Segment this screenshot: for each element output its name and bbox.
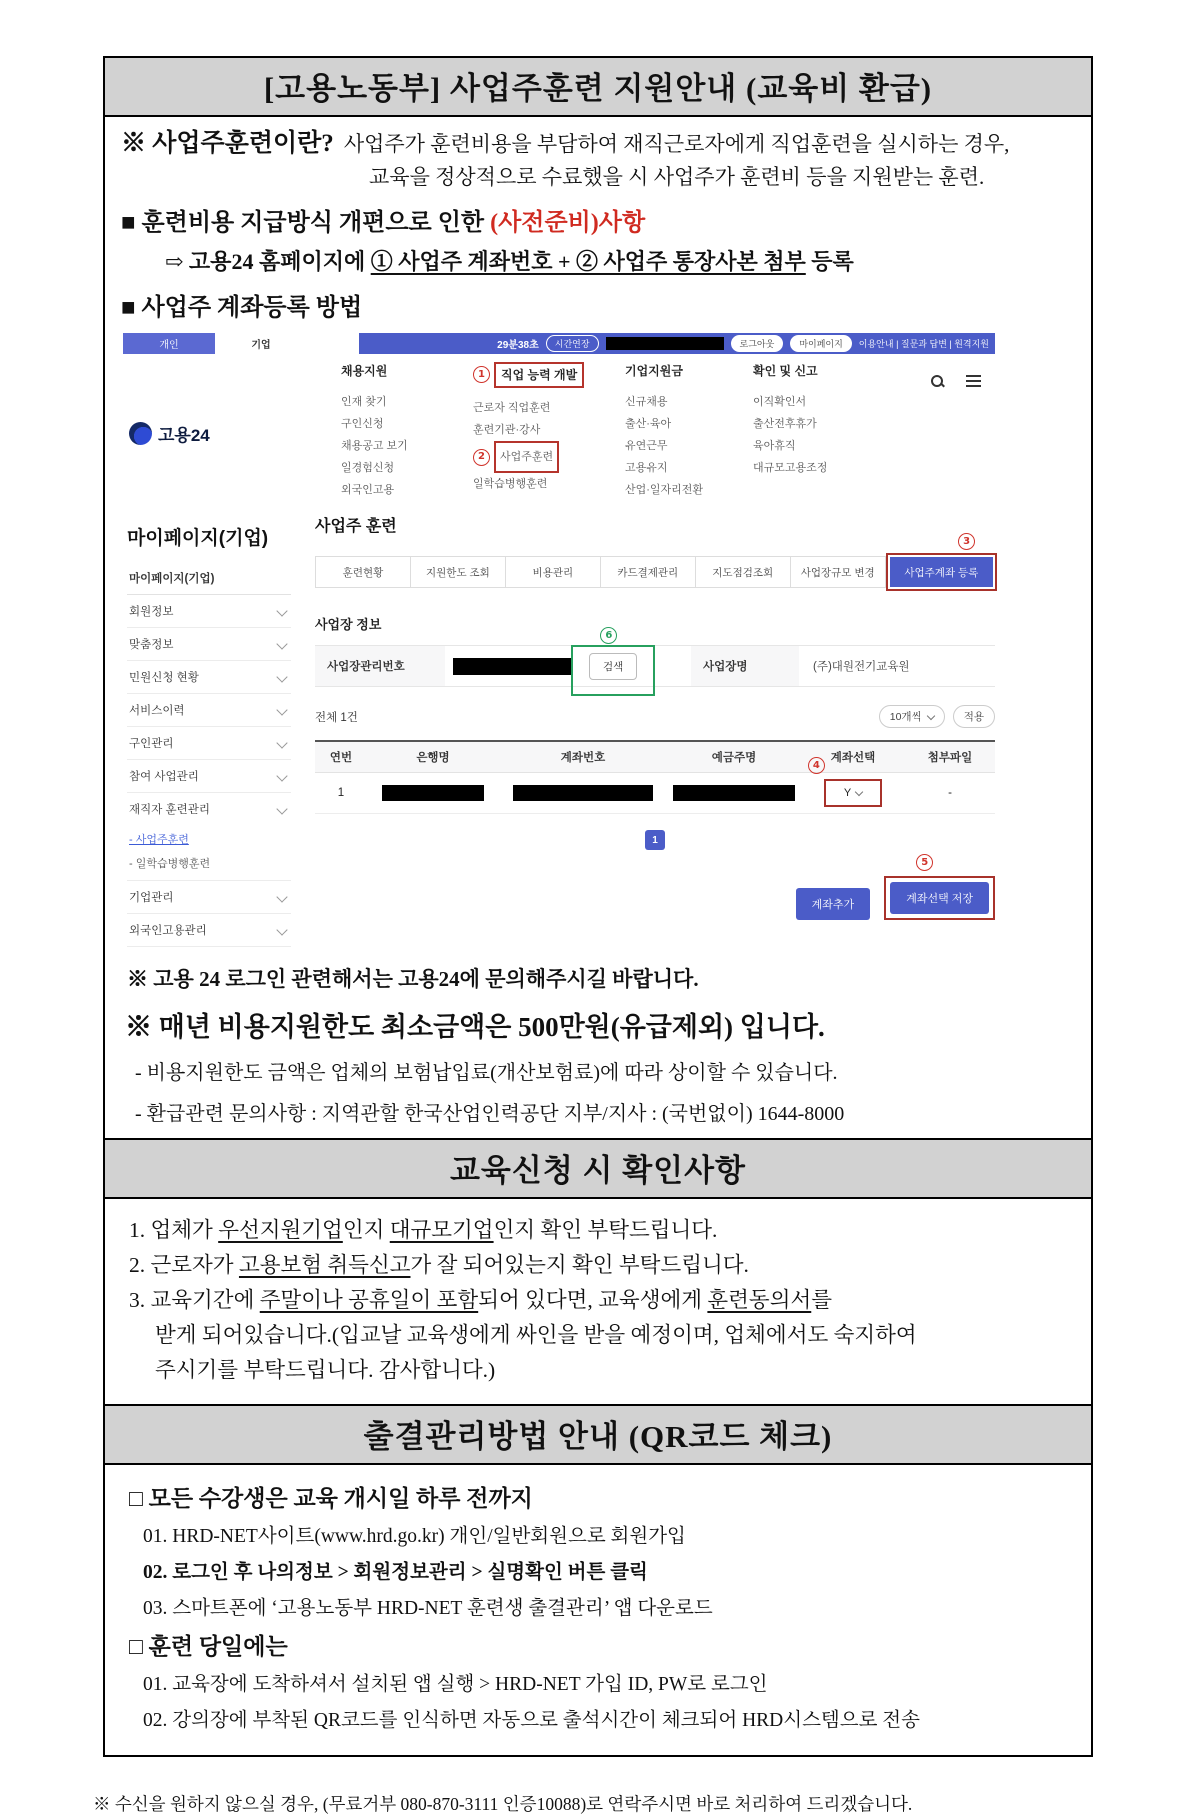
t: 인지 확인 부탁드립니다. bbox=[493, 1218, 718, 1242]
sidebar-item-label: 서비스이력 bbox=[129, 705, 185, 717]
account-table bbox=[315, 740, 995, 814]
check-section-title: 교육신청 시 확인사항 bbox=[449, 1153, 746, 1188]
header-icons bbox=[931, 372, 981, 390]
tab-card-payment[interactable]: 카드결제관리 bbox=[601, 556, 696, 588]
annotation-circle-6: 6 bbox=[600, 627, 617, 644]
nav-col-vocational bbox=[473, 362, 601, 501]
tab-limit-inquiry[interactable]: 지원한도 조회 bbox=[411, 556, 506, 588]
col-header: 은행명 bbox=[416, 752, 450, 764]
list-controls bbox=[315, 705, 995, 728]
check-section-bar bbox=[103, 1138, 1093, 1199]
prep-bullet-red: (사전준비)사항 bbox=[490, 210, 646, 236]
arrow-underlined: ① 사업주 계좌번호 + ② 사업주 통장사본 첨부 bbox=[370, 249, 806, 274]
training-tabs bbox=[315, 536, 995, 588]
nav-item[interactable]: 인재 찾기 bbox=[341, 396, 387, 408]
subnote-limit: - 비용지원한도 금액은 업체의 보험납입료(개산보험료)에 따라 상이할 수 있습니다. bbox=[135, 1062, 838, 1084]
chevron-down-icon bbox=[276, 891, 287, 902]
sidebar-item-label: 회원정보 bbox=[129, 606, 174, 618]
annotation-redbox-item bbox=[494, 441, 559, 473]
redacted-account-number bbox=[513, 785, 653, 801]
save-account-select-button[interactable]: 계좌선택 저장 bbox=[890, 882, 989, 914]
qr-step: 02. 강의장에 부착된 QR코드를 인식하면 자동으로 출석시간이 체크되어 HRD시스템으로 전송 bbox=[143, 1710, 920, 1731]
qr-step: 03. 스마트폰에 ‘고용노동부 HRD-NET 훈련생 출결관리’ 앱 다운로드 bbox=[143, 1598, 713, 1619]
gov24-nav bbox=[341, 362, 907, 501]
sidebar-item-civil-status[interactable] bbox=[127, 661, 291, 694]
session-timer: 29분38초 bbox=[497, 340, 539, 351]
chevron-down-icon bbox=[926, 711, 934, 719]
annotation-redbox-select bbox=[812, 760, 882, 807]
chevron-down-icon bbox=[276, 638, 287, 649]
t: 1. 업체가 bbox=[129, 1218, 219, 1242]
extend-time-button[interactable]: 시간연장 bbox=[546, 335, 599, 352]
qr-section-bar bbox=[103, 1404, 1093, 1465]
annotation-circle-2: 2 bbox=[473, 449, 490, 466]
gov24-body bbox=[123, 507, 995, 947]
check-section-box bbox=[103, 1197, 1093, 1406]
nav-item[interactable]: 일학습병행훈련 bbox=[473, 478, 548, 490]
sidebar-link-work-learning[interactable]: - 일학습병행훈련 bbox=[127, 849, 291, 881]
nav-item-label[interactable]: 사업주훈련 bbox=[500, 451, 554, 463]
t-underline: 대규모기업 bbox=[389, 1218, 494, 1242]
apply-button[interactable]: 적용 bbox=[953, 705, 995, 728]
mypage-sidebar bbox=[123, 507, 299, 947]
check-item-1 bbox=[129, 1213, 1067, 1248]
sidebar-item-label: 외국인고용관리 bbox=[129, 925, 207, 937]
main-info-box bbox=[103, 115, 1093, 1140]
nav-col-subsidy bbox=[625, 362, 729, 501]
nav-item[interactable]: 일경험신청 bbox=[341, 462, 395, 474]
nav-item[interactable]: 출산전후휴가 bbox=[753, 418, 817, 430]
logout-button[interactable]: 로그아웃 bbox=[731, 335, 784, 352]
nav-item[interactable]: 외국인고용 bbox=[341, 484, 395, 496]
nav-col-recruit bbox=[341, 362, 449, 501]
nav-item[interactable]: 산업·일자리전환 bbox=[625, 484, 704, 496]
total-count: 전체 1건 bbox=[315, 711, 358, 724]
tab-personal[interactable]: 개인 bbox=[123, 333, 215, 354]
t: 3. 교육기간에 bbox=[129, 1288, 260, 1312]
tab-size-change[interactable]: 사업장규모 변경 bbox=[791, 556, 886, 588]
nav-item[interactable]: 대규모고용조정 bbox=[753, 462, 828, 474]
qr-section-title: 출결관리방법 안내 (QR코드 체크) bbox=[363, 1419, 833, 1454]
panel-title: 사업주 훈련 bbox=[315, 518, 397, 535]
sidebar-item-label: 마이페이지(기업) bbox=[129, 573, 215, 585]
col-header: 계좌선택 bbox=[830, 752, 876, 764]
search-button[interactable]: 검색 bbox=[589, 653, 637, 680]
gov24-logo-icon bbox=[129, 422, 152, 445]
workplace-name-value: (주)대원전기교육원 bbox=[813, 661, 910, 673]
nav-col-report bbox=[753, 362, 883, 501]
qr-step: 02. 로그인 후 나의정보 > 회원정보관리 > 실명확인 버튼 클릭 bbox=[143, 1562, 648, 1583]
t: 가 잘 되어있는지 확인 부탁드립니다. bbox=[410, 1253, 749, 1277]
account-select-value: Y bbox=[843, 787, 852, 799]
sidebar-item-member-info[interactable] bbox=[127, 595, 291, 628]
topbar-gap bbox=[307, 333, 359, 354]
annotation-greenbox-search bbox=[571, 629, 655, 696]
redacted-bank-name bbox=[382, 785, 484, 801]
action-buttons bbox=[315, 857, 995, 926]
check-item-2 bbox=[129, 1248, 1067, 1283]
opt-out-footer: ※ 수신을 원하지 않으실 경우, (무료거부 080-870-3111 인증10088)로 연락주시면 바로 처리하여 드리겠습니다. bbox=[93, 1794, 913, 1814]
prep-arrow-line bbox=[165, 246, 1075, 278]
annotation-circle-1: 1 bbox=[473, 366, 490, 383]
chevron-down-icon bbox=[276, 803, 287, 814]
search-icon[interactable] bbox=[931, 375, 944, 388]
attachment-cell: - bbox=[948, 787, 952, 799]
gov24-topbar bbox=[123, 333, 995, 354]
sidebar-link-employer-training[interactable]: - 사업주훈련 bbox=[129, 834, 189, 846]
chevron-down-icon bbox=[276, 605, 287, 616]
qr-step: 01. 교육장에 도착하셔서 설치된 앱 실행 > HRD-NET 가입 ID, PW로 로그인 bbox=[143, 1674, 768, 1695]
tab-company[interactable]: 기업 bbox=[215, 333, 307, 354]
nav-item[interactable]: 채용공고 보기 bbox=[341, 440, 408, 452]
row-number: 1 bbox=[337, 787, 345, 799]
redacted-mgmt-number bbox=[453, 658, 571, 675]
qr-head-2: □ 훈련 당일에는 bbox=[129, 1634, 288, 1659]
gov24-header bbox=[123, 354, 995, 505]
sidebar-item-label: 민원신청 현황 bbox=[129, 672, 199, 684]
chevron-down-icon bbox=[276, 671, 287, 682]
nav-item-employer-training bbox=[473, 441, 601, 473]
col-header: 첨부파일 bbox=[927, 752, 973, 764]
gov24-logo-text: 고용24 bbox=[158, 426, 210, 445]
nav-item[interactable]: 육아휴직 bbox=[753, 440, 796, 452]
qr-head-1: □ 모든 수강생은 교육 개시일 하루 전까지 bbox=[129, 1486, 533, 1511]
subnote-contact: - 환급관련 문의사항 : 지역관할 한국산업인력공단 지부/지사 : (국번없이) 1644-8000 bbox=[135, 1103, 845, 1125]
nav-item[interactable]: 출산·육아 bbox=[625, 418, 672, 430]
intro-line bbox=[121, 127, 1075, 161]
intro-label: ※ 사업주훈련이란? bbox=[121, 130, 334, 157]
workplace-info-form bbox=[315, 629, 995, 687]
account-select-dropdown[interactable] bbox=[844, 787, 862, 799]
t: 를 bbox=[811, 1288, 833, 1312]
nav-item[interactable]: 고용유지 bbox=[625, 462, 668, 474]
pagination bbox=[315, 830, 995, 850]
tab-inspection[interactable]: 지도점검조회 bbox=[696, 556, 791, 588]
chevron-down-icon bbox=[855, 788, 863, 796]
nav-head-report[interactable]: 확인 및 신고 bbox=[753, 364, 818, 378]
nav-item[interactable]: 구인신청 bbox=[341, 418, 384, 430]
check-item-3-line3: 주시기를 부탁드립니다. 감사합니다.) bbox=[155, 1358, 496, 1382]
mgmt-number-label: 사업장관리번호 bbox=[315, 646, 445, 686]
qr-section-box bbox=[103, 1463, 1093, 1757]
annotation-redbox-save bbox=[884, 857, 995, 920]
tab-training-status[interactable]: 훈련현황 bbox=[315, 556, 411, 588]
col-header: 계좌번호 bbox=[560, 752, 606, 764]
annotation-circle-3: 3 bbox=[958, 533, 975, 550]
nav-head-vocational[interactable]: 직업 능력 개발 bbox=[501, 368, 578, 382]
annotation-redbox-tab bbox=[886, 536, 997, 591]
nav-head-recruit[interactable]: 채용지원 bbox=[341, 364, 388, 378]
annotation-circle-5: 5 bbox=[916, 854, 933, 871]
arrow-post: 등록 bbox=[805, 249, 854, 274]
doc-title-bar bbox=[103, 56, 1093, 117]
chevron-down-icon bbox=[276, 704, 287, 715]
intro-text-2: 교육을 정상적으로 수료했을 시 사업주가 훈련비 등을 지원받는 훈련. bbox=[369, 165, 985, 189]
prep-bullet-text: ■ 훈련비용 지급방식 개편으로 인한 bbox=[121, 210, 491, 236]
nav-item[interactable]: 유연근무 bbox=[625, 440, 668, 452]
page-size-value: 10개씩 bbox=[889, 711, 922, 723]
redacted-holder-name bbox=[673, 785, 795, 801]
account-method-bullet: ■ 사업주 계좌등록 방법 bbox=[121, 295, 363, 321]
sidebar-item-label: 맞춤정보 bbox=[129, 639, 174, 651]
mgmt-number-value bbox=[445, 629, 691, 686]
sidebar-item-label: 기업관리 bbox=[129, 892, 174, 904]
note-login: ※ 고용 24 로그인 관련해서는 고용24에 문의해주시길 바랍니다. bbox=[127, 967, 699, 991]
t: 2. 근로자가 bbox=[129, 1253, 239, 1277]
note-minimum: ※ 매년 비용지원한도 최소금액은 500만원(유급제외) 입니다. bbox=[125, 1012, 825, 1042]
tab-cost-mgmt[interactable]: 비용관리 bbox=[506, 556, 601, 588]
sidebar-item-custom-info[interactable] bbox=[127, 628, 291, 661]
nav-item[interactable]: 이직확인서 bbox=[753, 396, 807, 408]
t-underline: 고용보험 취득신고 bbox=[238, 1253, 411, 1277]
gov24-screenshot bbox=[123, 333, 995, 947]
workplace-name-label: 사업장명 bbox=[691, 646, 799, 686]
utility-links[interactable]: 이용안내 | 질문과 답변 | 원격지원 bbox=[858, 339, 989, 349]
annotation-circle-4: 4 bbox=[808, 757, 825, 774]
sidebar-item-incumbent-training[interactable] bbox=[127, 793, 291, 825]
sidebar-item-label: 구인관리 bbox=[129, 738, 174, 750]
prep-bullet bbox=[121, 206, 1075, 240]
t: 되어 있다면, 교육생에게 bbox=[478, 1288, 708, 1312]
t-underline: 우선지원기업 bbox=[218, 1218, 343, 1242]
page-title: [고용노동부] 사업주훈련 지원안내 (교육비 환급) bbox=[263, 71, 933, 106]
check-item-3-line2: 받게 되어있습니다.(입교날 교육생에게 싸인을 받을 예정이며, 업체에서도 숙지하여 bbox=[155, 1323, 917, 1347]
nav-item[interactable]: 훈련기관·강사 bbox=[473, 424, 541, 436]
table-header-row bbox=[315, 740, 995, 773]
sidebar-item-participation[interactable] bbox=[127, 760, 291, 793]
sidebar-item-mypage[interactable] bbox=[127, 562, 291, 595]
redacted-username bbox=[606, 337, 724, 350]
sidebar-item-label: 참여 사업관리 bbox=[129, 771, 199, 783]
workplace-info-heading: 사업장 정보 bbox=[315, 617, 382, 632]
topbar-right bbox=[359, 333, 995, 354]
intro-text-1: 사업주가 훈련비용을 부담하여 재직근로자에게 직업훈련을 실시하는 경우, bbox=[343, 132, 1010, 156]
sidebar-item-company-mgmt[interactable] bbox=[127, 881, 291, 914]
chevron-down-icon bbox=[276, 737, 287, 748]
chevron-down-icon bbox=[276, 924, 287, 935]
menu-icon[interactable] bbox=[966, 372, 981, 390]
table-row bbox=[315, 760, 995, 814]
page-size-select[interactable] bbox=[879, 705, 945, 728]
gov24-logo[interactable] bbox=[129, 366, 249, 501]
chevron-down-icon bbox=[276, 770, 287, 781]
t: 인지 bbox=[342, 1218, 390, 1242]
employer-training-panel bbox=[299, 507, 995, 947]
nav-head-subsidy[interactable]: 기업지원금 bbox=[625, 364, 683, 378]
sidebar-item-label: 재직자 훈련관리 bbox=[129, 804, 210, 816]
qr-step: 01. HRD-NET사이트(www.hrd.go.kr) 개인/일반회원으로 회원가입 bbox=[143, 1526, 686, 1547]
t-underline: 훈련동의서 bbox=[707, 1288, 812, 1312]
check-item-3 bbox=[129, 1283, 1067, 1318]
mypage-button[interactable]: 마이페이지 bbox=[790, 335, 851, 352]
sidebar-item-service-history[interactable] bbox=[127, 694, 291, 727]
page-1-button[interactable]: 1 bbox=[645, 830, 665, 850]
sidebar-title: 마이페이지(기업) bbox=[127, 528, 269, 549]
t-underline: 주말이나 공휴일이 포함 bbox=[259, 1288, 479, 1312]
nav-item[interactable]: 근로자 직업훈련 bbox=[473, 402, 551, 414]
arrow-pre: ⇨ 고용24 홈페이지에 bbox=[165, 249, 371, 274]
nav-item[interactable]: 신규채용 bbox=[625, 396, 668, 408]
add-account-button[interactable]: 계좌추가 bbox=[796, 888, 871, 920]
sidebar-item-job-mgmt[interactable] bbox=[127, 727, 291, 760]
tab-account-register[interactable]: 사업주계좌 등록 bbox=[890, 557, 993, 587]
col-header: 예금주명 bbox=[711, 752, 757, 764]
sidebar-item-foreign-employment[interactable] bbox=[127, 914, 291, 947]
col-header: 연번 bbox=[329, 752, 353, 764]
annotation-redbox-nav bbox=[494, 362, 584, 388]
